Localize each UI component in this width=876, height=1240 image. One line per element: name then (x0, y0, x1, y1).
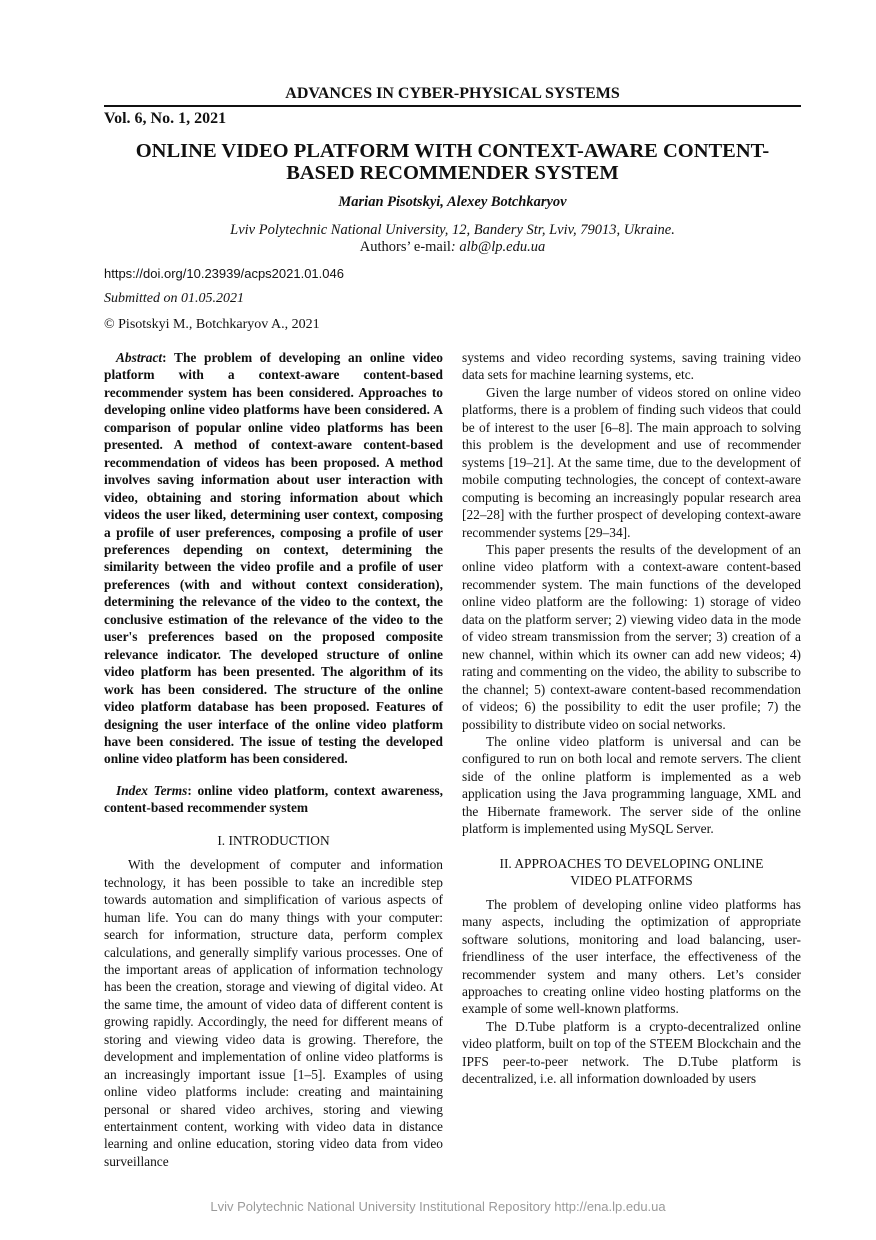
index-terms-text: : online video platform, context awareness, content-based recommender system (104, 782, 443, 816)
affiliation-block (104, 222, 801, 256)
paragraph: With the development of computer and information technology, it has been possible to take an incredible step towards automation and simplification of various aspects of human life. You can do many things with your computer: search for information, structure data, perform complex calculations, and generally simplify various processes. One of the important areas of application of information technology has been the creation, storage and viewing of digital video. At the same time, the amount of video data of different content is growing rapidly. Accordingly, the need for different means of storing and viewing video data is growing. Therefore, the development and implementation of online video platforms is an increasingly important issue [1–5]. Examples of using online video platforms include: creating and maintaining personal or shared video archives, storing and viewing entertainment content, working with video data in distance learning and online education, storing video data from video surveillance (104, 857, 443, 1169)
volume-info: Vol. 6, No. 1, 2021 (104, 110, 227, 127)
paragraph: The online video platform is universal and can be configured to run on both local and remote servers. The client side of the online platform is implemented as a web application using the Java programming language, XML and the Hibernate framework. The server side of the online platform is implemented using MySQL Server. (462, 733, 801, 837)
title-line-2: BASED RECOMMENDER SYSTEM (286, 162, 619, 184)
index-terms (104, 782, 443, 817)
abstract-label: Abstract (116, 350, 163, 365)
paragraph: This paper presents the results of the development of an online video platform with a context-aware content-based recommender system. The main functions of the developed online video platform are the following: 1) storage of video data on the platform server; 2) viewing video data in the mode of video stream transmission from the server; 3) creation of a new channel, within which its owner can add new videos; 4) rating and commenting on the video, the ability to subscribe to the channel; 5) context-aware content-based recommendation of videos; 6) the possibility to edit the user profile; 7) the possibility to distribute video on social networks. (462, 541, 801, 732)
email-label: Authors’ e-mail (359, 239, 451, 255)
section-heading-line: II. APPROACHES TO DEVELOPING ONLINE (499, 855, 764, 871)
repository-footer: Lviv Polytechnic National University Institutional Repository http://ena.lp.edu.ua (210, 1199, 666, 1214)
paragraph: The problem of developing online video platforms has many aspects, including the optimization of appropriate software solutions, monitoring and load balancing, user-friendliness of the user interface, the effectiveness of the recommender system and many others. Let’s consider approaches to creating online video hosting platforms on the example of some well-known platforms. (462, 896, 801, 1017)
index-terms-label: Index Terms (116, 782, 188, 798)
section-heading-approaches (462, 855, 801, 889)
title-line-1: ONLINE VIDEO PLATFORM WITH CONTEXT-AWARE CONTENT- (135, 140, 770, 162)
section-heading-line: VIDEO PLATFORMS (570, 872, 693, 888)
header-rule (104, 105, 801, 107)
paragraph: The D.Tube platform is a crypto-decentralized online video platform, built on top of the STEEM Blockchain and the IPFS peer-to-peer network. The D.Tube platform is decentralized, i.e. all information downloaded by users (462, 1018, 801, 1087)
abstract (104, 349, 443, 768)
submitted-date: Submitted on 01.05.2021 (104, 291, 244, 306)
paragraph: Given the large number of videos stored on online video platforms, there is a problem of finding such videos that could be of interest to the user [6–8]. The main approach to solving this problem is the development and use of recommender systems [19–21]. At the same time, due to the development of mobile computing technologies, the concept of context-aware computing is becoming an increasingly popular research area [22–28] with the further prospect of developing context-aware recommender systems [29–34]. (462, 384, 801, 540)
authors: Marian Pisotskyi, Alexey Botchkaryov (338, 194, 567, 210)
affiliation: Lviv Polytechnic National University, 12, Bandery Str, Lviv, 79013, Ukraine. (230, 222, 675, 238)
abstract-text: : The problem of developing an online video platform with a context-aware content-based recommender system has been considered. Approaches to developing online video platforms have been considered. A comparison of popular online video platforms has been presented. A method of context-aware content-based recommendation of videos has been proposed. A method involves saving information about user interaction with video, obtaining and storing information about which videos the user liked, determining user context, composing a profile of user preferences, composing a profile of user preferences depending on context, determining the similarity between the video profile and a profile of user preferences (with and without context consideration), determining the relevance of the video to the context, the conclusive estimation of the relevance of the video to the user's preferences based on the proposed composite relevance indicator. The developed structure of online video platform has been presented. The algorithm of its work has been considered. The structure of the online video platform database has been proposed. Features of designing the user interface of the online video platform have been considered. The issue of testing the developed online video platform has been considered. (104, 350, 443, 767)
doi-link[interactable]: https://doi.org/10.23939/acps2021.01.046 (104, 266, 344, 281)
email[interactable]: : alb@lp.edu.ua (450, 239, 546, 255)
paper-title (104, 140, 801, 184)
paragraph: systems and video recording systems, saving training video data sets for machine learning systems, etc. (462, 350, 801, 383)
left-column (104, 349, 443, 1170)
right-column (462, 349, 801, 1088)
section-heading-introduction: I. INTRODUCTION (217, 832, 330, 848)
copyright: © Pisotskyi M., Botchkaryov A., 2021 (104, 317, 320, 332)
journal-name: ADVANCES IN CYBER-PHYSICAL SYSTEMS (285, 85, 620, 102)
